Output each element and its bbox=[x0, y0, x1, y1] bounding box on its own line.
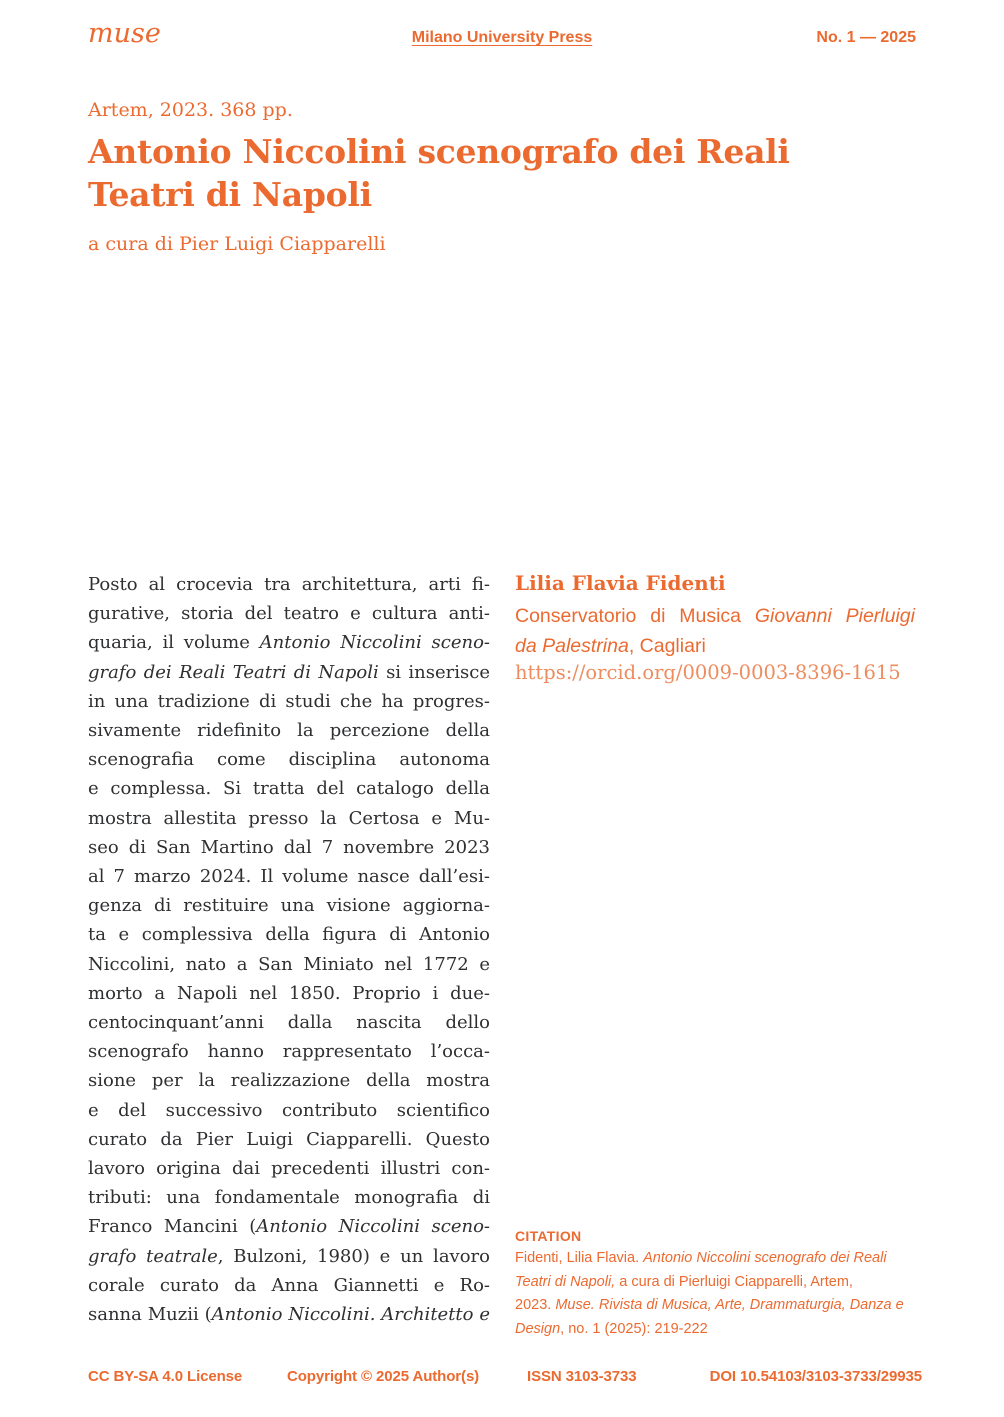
text-line: da Palestrina, Cagliari bbox=[515, 635, 706, 657]
citation-text bbox=[515, 1247, 945, 1341]
text-line: grafo dei Reali Teatri di Napoli si inserisce bbox=[88, 661, 490, 683]
muse-journal-logo: muse bbox=[88, 18, 161, 49]
text-line: gurative, storia del teatro e cultura anti- bbox=[88, 603, 490, 625]
copyright-label: Copyright © 2025 Author(s) bbox=[287, 1368, 480, 1385]
book-title-line-1: Antonio Niccolini scenografo dei Reali bbox=[88, 132, 790, 171]
doi-label: DOI 10.54103/3103-3733/29935 bbox=[709, 1368, 922, 1385]
text-line: 2023. Muse. Rivista di Musica, Arte, Drammaturgia, Danza e bbox=[515, 1297, 904, 1314]
issn-label: ISSN 3103-3733 bbox=[527, 1368, 637, 1385]
text-line: tributi: una fondamentale monografia di bbox=[88, 1187, 490, 1209]
text-line: lavoro origina dai precedenti illustri con- bbox=[88, 1158, 490, 1180]
text-line: centocinquant’anni dalla nascita dello bbox=[88, 1012, 490, 1034]
text-line: Teatri di Napoli, a cura di Pierluigi Ciapparelli, Artem, bbox=[515, 1273, 853, 1290]
text-line: Conservatorio di Musica Giovanni Pierluigi bbox=[515, 605, 915, 627]
issue-number: No. 1 — 2025 bbox=[816, 29, 916, 46]
book-title bbox=[88, 130, 928, 216]
text-line: al 7 marzo 2024. Il volume nasce dall’esi- bbox=[88, 866, 490, 888]
text-line: sanna Muzii (Antonio Niccolini. Architetto e bbox=[88, 1304, 491, 1326]
orcid-link[interactable]: https://orcid.org/0009-0003-8396-1615 bbox=[515, 661, 901, 684]
text-line: Design, no. 1 (2025): 219-222 bbox=[515, 1320, 708, 1337]
reviewer-name: Lilia Flavia Fidenti bbox=[515, 571, 726, 595]
text-line: corale curato da Anna Giannetti e Ro- bbox=[88, 1274, 490, 1296]
text-line: e complessa. Si tratta del catalogo della bbox=[88, 778, 490, 800]
text-line: Posto al crocevia tra architettura, arti fi- bbox=[88, 574, 490, 595]
text-line: morto a Napoli nel 1850. Proprio i due- bbox=[88, 982, 490, 1004]
reviewer-affiliation bbox=[515, 601, 915, 661]
text-line: grafo teatrale, Bulzoni, 1980) e un lavoro bbox=[88, 1245, 490, 1267]
book-curator: a cura di Pier Luigi Ciapparelli bbox=[88, 233, 386, 255]
text-line: mostra allestita presso la Certosa e Mu- bbox=[88, 807, 490, 829]
text-line: scenografo hanno rappresentato l’occa- bbox=[88, 1041, 490, 1063]
text-line: in una tradizione di studi che ha progres- bbox=[88, 690, 490, 712]
text-line: e del successivo contributo scientifico bbox=[88, 1099, 490, 1121]
text-line: genza di restituire una visione aggiorna- bbox=[88, 895, 490, 917]
book-imprint: Artem, 2023. 368 pp. bbox=[88, 99, 293, 121]
review-body-text bbox=[88, 570, 490, 1329]
text-line: sivamente ridefinito la percezione della bbox=[88, 720, 490, 742]
book-title-line-2: Teatri di Napoli bbox=[88, 175, 372, 214]
text-line: scenografia come disciplina autonoma bbox=[88, 749, 490, 771]
text-line: sione per la realizzazione della mostra bbox=[88, 1070, 490, 1092]
text-line: seo di San Martino dal 7 novembre 2023 bbox=[88, 836, 490, 858]
text-line: quaria, il volume Antonio Niccolini sceno- bbox=[88, 632, 490, 654]
text-line: Niccolini, nato a San Miniato nel 1772 e bbox=[88, 953, 490, 975]
license-label: CC BY-SA 4.0 License bbox=[88, 1368, 243, 1385]
publisher-link[interactable]: Milano University Press bbox=[411, 29, 593, 46]
text-line: curato da Pier Luigi Ciapparelli. Questo bbox=[88, 1128, 490, 1150]
text-line: Franco Mancini (Antonio Niccolini sceno- bbox=[88, 1216, 490, 1238]
citation-label: CITATION bbox=[515, 1228, 582, 1244]
text-line: Fidenti, Lilia Flavia. Antonio Niccolini scenografo dei Reali bbox=[515, 1250, 887, 1266]
text-line: ta e complessiva della figura di Antonio bbox=[88, 924, 490, 946]
